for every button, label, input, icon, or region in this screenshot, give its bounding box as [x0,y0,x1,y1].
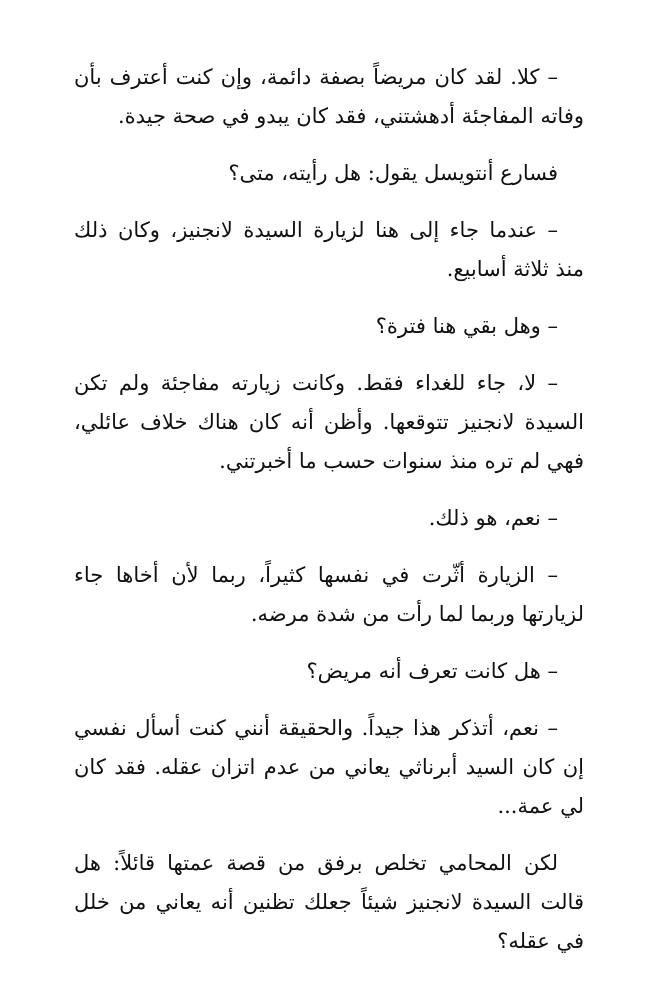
paragraph-2: فسارع أنتويسل يقول: هل رأيته، متى؟ [228,161,558,185]
paragraph-9: – نعم، أتذكر هذا جيداً. والحقيقة أنني كنت أسأل نفسي إن كان السيد أبرناثي يعاني من عدم اتزان عقله. فقد كان لي عمة... [74,716,584,818]
paragraph-4: – وهل بقي هنا فترة؟ [375,314,558,338]
paragraph-3: – عندما جاء إلى هنا لزيارة السيدة لانجنيز، وكان ذلك منذ ثلاثة أسابيع. [74,218,584,281]
paragraph-1: – كلا. لقد كان مريضاً بصفة دائمة، وإن كنت أعترف بأن وفاته المفاجئة أدهشتني، فقد كان يبدو في صحة جيدة. [74,65,584,128]
paragraph-10: لكن المحامي تخلص برفق من قصة عمتها قائلاً: هل قالت السيدة لانجنيز شيئاً جعلك تظنين أنه يعاني من خلل في عقله؟ [74,851,584,953]
paragraph-8: – هل كانت تعرف أنه مريض؟ [306,659,558,683]
paragraph-5: – لا، جاء للغداء فقط. وكانت زيارته مفاجئة ولم تكن السيدة لانجنيز تتوقعها. وأظن أنه كان هناك خلاف عائلي، فهي لم تره منذ سنوات حسب ما أخبرتني. [74,371,584,473]
paragraph-6: – نعم، هو ذلك. [428,506,558,530]
document-page [74,58,584,979]
paragraph-7: – الزيارة أثّرت في نفسها كثيراً، ربما لأن أخاها جاء لزيارتها وربما لما رأت من شدة مرضه. [74,563,584,626]
